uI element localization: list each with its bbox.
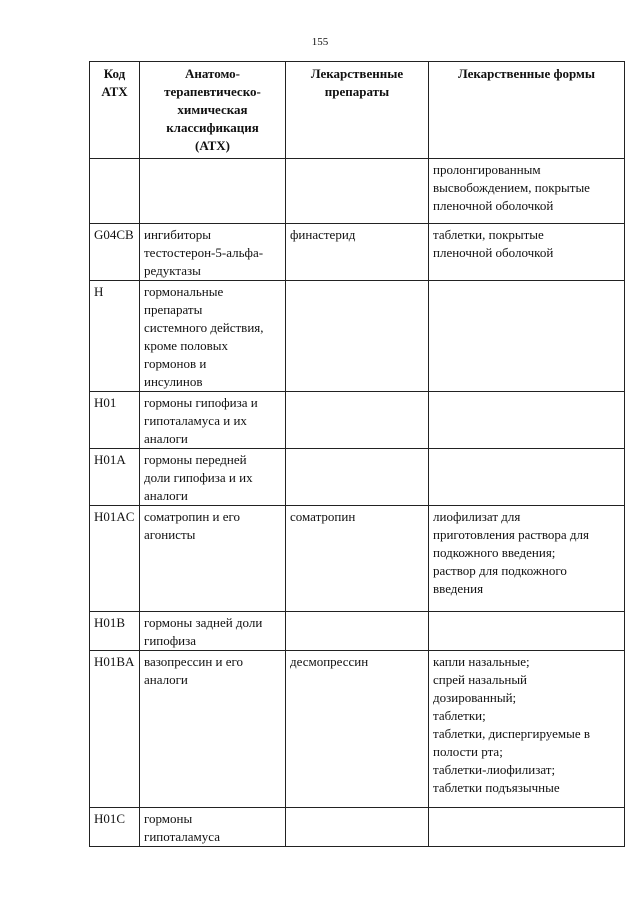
classification-line: системного действия, xyxy=(144,320,264,335)
header-code-line: Код xyxy=(103,66,126,81)
cell-drug xyxy=(286,392,429,449)
header-forms xyxy=(429,62,625,159)
cell-code: G04CB xyxy=(90,224,140,281)
cell-code: H01A xyxy=(90,449,140,506)
forms-line: подкожного введения; xyxy=(433,545,556,560)
header-forms-line: Лекарственные формы xyxy=(457,66,596,81)
cell-drug xyxy=(286,159,429,224)
classification-line: инсулинов xyxy=(144,374,203,389)
cell-forms xyxy=(429,612,625,651)
cell-classification xyxy=(140,449,286,506)
forms-line: раствор для подкожного xyxy=(433,563,567,578)
cell-forms xyxy=(429,224,625,281)
cell-drug xyxy=(286,449,429,506)
cell-code xyxy=(90,159,140,224)
classification-line: препараты xyxy=(144,302,203,317)
header-classification-line: Анатомо- xyxy=(184,66,241,81)
cell-drug xyxy=(286,506,429,612)
forms-line: приготовления раствора для xyxy=(433,527,589,542)
cell-forms xyxy=(429,808,625,847)
header-code xyxy=(90,62,140,159)
header-drugs xyxy=(286,62,429,159)
table-row xyxy=(90,392,625,449)
forms-line: таблетки-лиофилизат; xyxy=(433,762,556,777)
forms-line: введения xyxy=(433,581,484,596)
cell-drug xyxy=(286,808,429,847)
classification-line: гормональные xyxy=(144,284,224,299)
classification-line: гипофиза xyxy=(144,633,197,648)
cell-drug xyxy=(286,224,429,281)
forms-line: пленочной оболочкой xyxy=(433,245,554,260)
forms-line: таблетки подъязычные xyxy=(433,780,560,795)
cell-classification xyxy=(140,159,286,224)
forms-line: пленочной оболочкой xyxy=(433,198,554,213)
table-row xyxy=(90,159,625,224)
cell-drug xyxy=(286,651,429,808)
header-classification-line: терапевтическо- xyxy=(164,84,261,99)
cell-forms xyxy=(429,159,625,224)
header-drugs-line: препараты xyxy=(324,84,390,99)
forms-line: таблетки, покрытые xyxy=(433,227,544,242)
drug-line: соматропин xyxy=(290,509,356,524)
cell-classification xyxy=(140,612,286,651)
cell-code: H01BA xyxy=(90,651,140,808)
header-classification-line: классификация xyxy=(166,120,259,135)
classification-line: доли гипофиза и их xyxy=(144,470,253,485)
cell-forms xyxy=(429,506,625,612)
cell-forms xyxy=(429,281,625,392)
forms-line: спрей назальный xyxy=(433,672,528,687)
cell-classification xyxy=(140,392,286,449)
table-row xyxy=(90,281,625,392)
header-drugs-line: Лекарственные xyxy=(310,66,404,81)
drug-line: финастерид xyxy=(290,227,356,242)
classification-line: кроме половых xyxy=(144,338,228,353)
classification-line: вазопрессин и его xyxy=(144,654,244,669)
cell-classification xyxy=(140,651,286,808)
cell-classification xyxy=(140,281,286,392)
cell-forms xyxy=(429,392,625,449)
table-row xyxy=(90,506,625,612)
cell-code: H01B xyxy=(90,612,140,651)
classification-line: гормоны передней xyxy=(144,452,247,467)
drug-line: десмопрессин xyxy=(290,654,369,669)
forms-line: высвобождением, покрытые xyxy=(433,180,590,195)
forms-line: полости рта; xyxy=(433,744,503,759)
cell-classification xyxy=(140,224,286,281)
table-row xyxy=(90,651,625,808)
classification-line: ингибиторы xyxy=(144,227,212,242)
table-header-row xyxy=(90,62,625,159)
classification-line: гормонов и xyxy=(144,356,207,371)
classification-line: аналоги xyxy=(144,672,188,687)
classification-line: аналоги xyxy=(144,431,188,446)
table-row xyxy=(90,612,625,651)
cell-code: H01 xyxy=(90,392,140,449)
forms-line: таблетки, диспергируемые в xyxy=(433,726,591,741)
page-number: 155 xyxy=(311,36,329,48)
classification-line: агонисты xyxy=(144,527,196,542)
classification-line: редуктазы xyxy=(144,263,201,278)
forms-line: пролонгированным xyxy=(433,162,541,177)
table-row xyxy=(90,224,625,281)
header-classification xyxy=(140,62,286,159)
forms-line: дозированный; xyxy=(433,690,517,705)
classification-line: гормоны xyxy=(144,811,193,826)
atx-table xyxy=(89,61,625,847)
cell-classification xyxy=(140,506,286,612)
cell-code: H01C xyxy=(90,808,140,847)
header-classification-line: (АТХ) xyxy=(195,138,230,153)
forms-line: капли назальные; xyxy=(433,654,530,669)
classification-line: соматропин и его xyxy=(144,509,241,524)
classification-line: тестостерон-5-альфа- xyxy=(144,245,264,260)
header-classification-line: химическая xyxy=(177,102,248,117)
forms-line: таблетки; xyxy=(433,708,486,723)
classification-line: гипоталамуса и их xyxy=(144,413,247,428)
cell-drug xyxy=(286,281,429,392)
classification-line: гормоны задней доли xyxy=(144,615,263,630)
cell-code: H01AC xyxy=(90,506,140,612)
table-row xyxy=(90,449,625,506)
header-code-line: АТХ xyxy=(101,84,128,99)
cell-forms xyxy=(429,449,625,506)
classification-line: гипоталамуса xyxy=(144,829,220,844)
table-row xyxy=(90,808,625,847)
cell-forms xyxy=(429,651,625,808)
classification-line: аналоги xyxy=(144,488,188,503)
cell-classification xyxy=(140,808,286,847)
forms-line: лиофилизат для xyxy=(433,509,521,524)
classification-line: гормоны гипофиза и xyxy=(144,395,258,410)
cell-code: H xyxy=(90,281,140,392)
cell-drug xyxy=(286,612,429,651)
